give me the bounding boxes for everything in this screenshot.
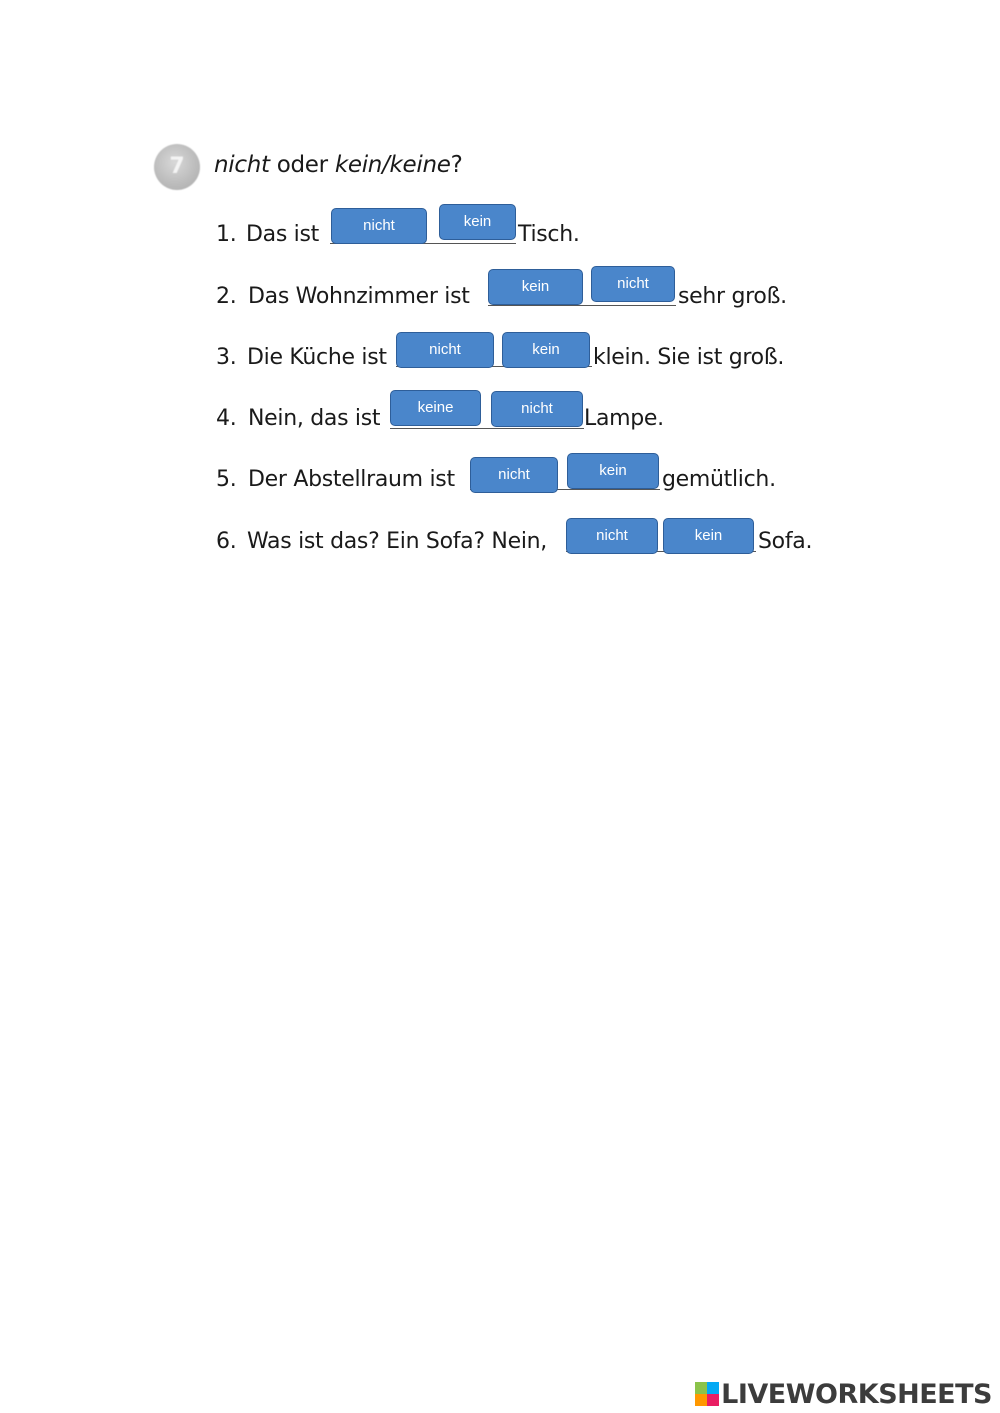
sentence-6-choice-nicht[interactable]: nicht [566,518,658,554]
title-oder: oder [269,152,335,178]
sentence-1-before: Das ist [246,222,319,247]
title-question-mark: ? [450,152,463,178]
sentence-1-choice-kein[interactable]: kein [439,204,516,240]
sentence-5-number: 5. [216,467,237,492]
sentence-2-choice-nicht[interactable]: nicht [591,266,675,302]
sentence-3-number: 3. [216,345,237,370]
logo-square-2 [707,1382,719,1394]
title-kein-keine: kein/keine [334,152,451,178]
exercise-number-icon: 7 [154,144,200,190]
sentence-3-before: Die Küche ist [247,345,387,370]
sentence-5-after: gemütlich. [662,467,776,492]
sentence-2-choice-kein[interactable]: kein [488,269,583,305]
sentence-2-blank [488,305,676,306]
sentence-6-number: 6. [216,529,237,554]
sentence-1-number: 1. [216,222,237,247]
title-nicht: nicht [214,152,270,178]
liveworksheets-logo-text: LIVEWORKSHEETS [721,1378,992,1410]
sentence-1-after: Tisch. [518,222,580,247]
liveworksheets-logo [695,1378,992,1410]
sentence-4-blank [390,428,584,429]
sentence-2-before: Das Wohnzimmer ist [248,284,470,309]
sentence-5-choice-kein[interactable]: kein [567,453,659,489]
sentence-4-choice-keine[interactable]: keine [390,390,481,426]
sentence-2-after: sehr groß. [678,284,787,309]
sentence-5-choice-nicht[interactable]: nicht [470,457,558,493]
sentence-5-before: Der Abstellraum ist [248,467,455,492]
sentence-4-number: 4. [216,406,237,431]
sentence-3-after: klein. Sie ist groß. [593,345,785,370]
sentence-6-before: Was ist das? Ein Sofa? Nein, [247,529,547,554]
exercise-title [214,152,463,178]
sentence-3-choice-nicht[interactable]: nicht [396,332,494,368]
sentence-6-choice-kein[interactable]: kein [663,518,754,554]
sentence-4-before: Nein, das ist [248,406,381,431]
sentence-3-choice-kein[interactable]: kein [502,332,590,368]
logo-square-1 [695,1382,707,1394]
sentence-6-after: Sofa. [758,529,813,554]
sentence-1-choice-nicht[interactable]: nicht [331,208,427,244]
logo-square-3 [695,1394,707,1406]
sentence-4-after: Lampe. [584,406,664,431]
sentence-2-number: 2. [216,284,237,309]
sentence-4-choice-nicht[interactable]: nicht [491,391,583,427]
logo-square-4 [707,1394,719,1406]
liveworksheets-logo-icon [695,1382,719,1406]
